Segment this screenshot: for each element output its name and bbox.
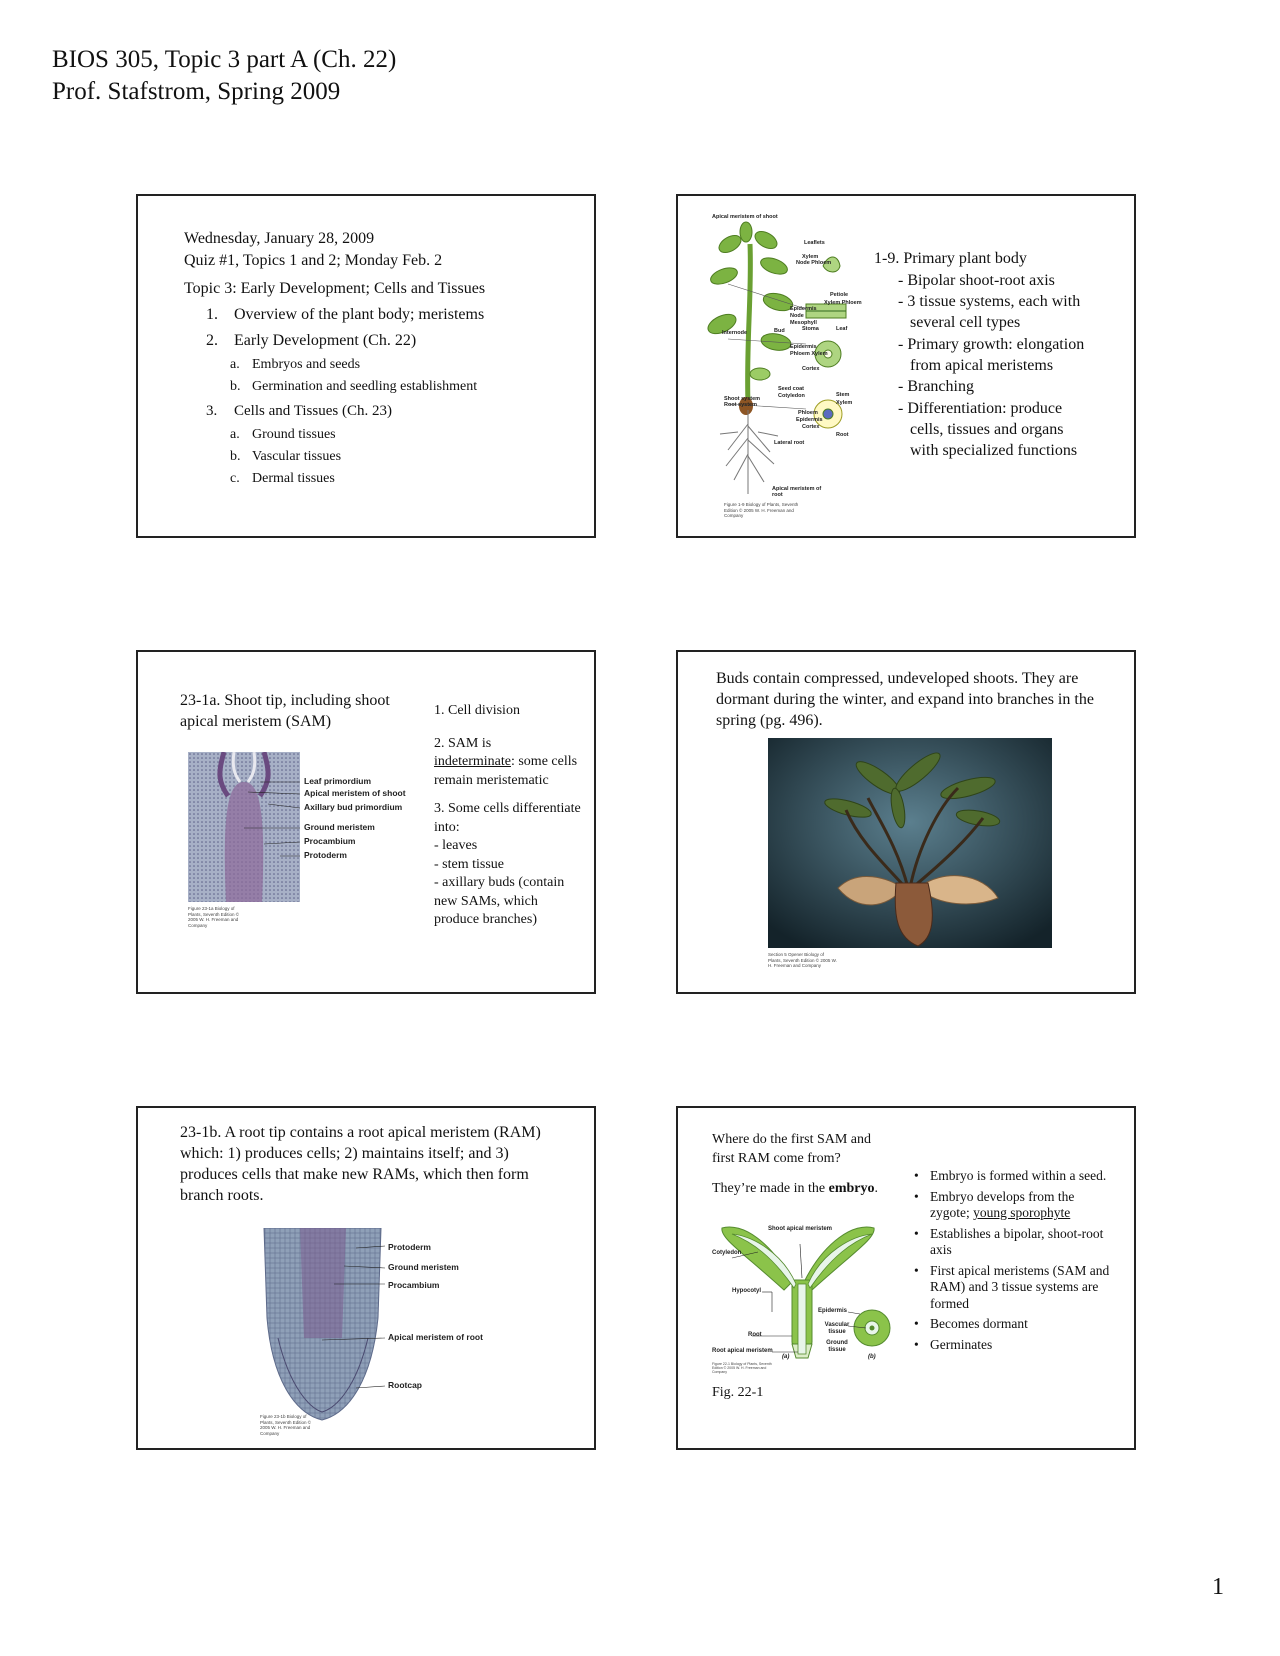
root-tip-micrograph [260,1228,385,1423]
bud-photo [768,738,1052,948]
fig-label: Epidermis [818,1308,848,1314]
bullet-item: • Becomes dormant [914,1316,1114,1333]
fig-label: Leaflets [804,240,825,246]
outline-item: 2. Early Development (Ch. 22) [206,332,417,349]
fig-label: Apical meristem of shoot [304,788,406,798]
figure-credit: Figure 23-1b Biology of Plants, Seventh Edition © 2005 W. H. Freeman and Company [260,1414,312,1436]
slide2-point: - Bipolar shoot-root axis [898,272,1055,289]
figure-credit: Figure 1-9 Biology of Plants, Seventh Edition © 2005 W. H. Freeman and Company [724,502,799,518]
slide2-point: with specialized functions [910,442,1078,459]
fig-label: Shoot apical meristem [768,1226,833,1232]
slide-6 [676,1106,1136,1450]
slide2-point: from apical meristems [910,357,1054,374]
fig-label: Xylem [802,254,819,260]
fig-label: Leaf primordium [304,776,372,786]
slide2-point: - Branching [898,378,974,395]
fig-label: Apical meristem of root [388,1332,483,1342]
slide6-answer: They’re made in the embryo. [712,1181,879,1196]
fig-label: Epidermis Phloem Xylem [790,344,828,357]
page-number: 1 [1212,1574,1224,1600]
fig-label: Shoot system [724,396,761,402]
slide-4 [676,650,1136,994]
fig-label: Procambium [304,836,356,846]
fig-label: Procambium [388,1280,440,1290]
fig-label: Cotyledon [778,393,805,399]
fig-label: Stem [836,392,850,398]
slide-2 [676,194,1136,538]
slide-3 [136,650,596,994]
bullet-item: • Germinates [914,1337,1114,1354]
fig-label: (b) [868,1354,876,1360]
fig-label: Root system [724,402,758,408]
fig-label: Protoderm [388,1242,431,1252]
slide6-question: Where do the first SAM and first RAM come from? [712,1132,872,1166]
plant-body-figure [688,214,873,514]
fig-label: Root apical meristem [712,1348,773,1354]
slide3-title: 23-1a. Shoot tip, including shoot apical meristem (SAM) [180,692,390,730]
fig-label: Rootcap [388,1380,422,1390]
fig-label: Xylem [836,400,853,406]
outline-subitem: b. Vascular tissues [230,449,342,464]
fig-label: Node [790,313,804,319]
fig-label: Mesophyll [790,320,817,326]
fig-label: Stoma [802,326,819,332]
fig-label: Root [748,1332,762,1338]
outline-item: 3. Cells and Tissues (Ch. 23) [206,403,392,419]
fig-label: Apical meristem of shoot [712,214,778,220]
fig-label: Petiole [830,292,849,298]
fig-label: Cotyledon [712,1250,742,1256]
fig-label: Xylem Phloem [824,300,862,306]
bullet-item: • First apical meristems (SAM and RAM) and 3 tissue systems are formed [914,1263,1114,1313]
fig-label: Vascular tissue [824,1322,850,1335]
outline-subitem: c. Dermal tissues [230,471,335,486]
figure-credit: Figure 23-1a Biology of Plants, Seventh Edition © 2005 W. H. Freeman and Company [188,906,240,928]
outline-subitem: a. Ground tissues [230,427,336,442]
fig-label: Ground meristem [388,1262,459,1272]
slide5-text: 23-1b. A root tip contains a root apical meristem (RAM) which: 1) produces cells; 2) maintains itself; and 3) produces cells that make new RAMs, which then form branch roots. [180,1124,541,1204]
figure-caption: Fig. 22-1 [712,1385,764,1400]
slide2-point: - Differentiation: produce [898,400,1063,417]
fig-label: Node Phloem [796,260,832,266]
fig-label: Cortex [802,424,820,430]
fig-label: Cortex [802,366,820,372]
outline-item: 1. Overview of the plant body; meristems [206,306,485,323]
fig-label: Hypocotyl [732,1288,762,1294]
outline-subitem: b. Germination and seedling establishment [230,379,478,394]
fig-label: Axillary bud primordium [304,802,403,812]
slide2-point: - Primary growth: elongation [898,336,1085,353]
slide2-point: cells, tissues and organs [910,421,1064,438]
bullet-item: • Establishes a bipolar, shoot-root axis [914,1226,1114,1259]
slide2-point: - 3 tissue systems, each with [898,293,1081,310]
slide-5 [136,1106,596,1450]
shoot-tip-micrograph [188,752,300,902]
slide1-date: Wednesday, January 28, 2009 [184,230,375,247]
slide1-quiz: Quiz #1, Topics 1 and 2; Monday Feb. 2 [184,252,443,269]
bullet-item: • Embryo is formed within a seed. [914,1168,1114,1185]
embryo-figure [712,1212,912,1360]
document-title: BIOS 305, Topic 3 part A (Ch. 22) [52,46,397,73]
bullet-item: • Embryo develops from the zygote; young sporophyte [914,1189,1114,1222]
fig-label: Epidermis [796,417,823,423]
fig-label: Leaf [836,326,848,332]
fig-label: Ground meristem [304,822,375,832]
fig-label: Internode [722,330,748,336]
slide2-title: 1-9. Primary plant body [874,250,1027,267]
fig-label: Protoderm [304,850,347,860]
outline-subitem: a. Embryos and seeds [230,357,361,372]
slide4-text: Buds contain compressed, undeveloped shoots. They are dormant during the winter, and expand into branches in the spring (pg. 496). [716,670,1094,729]
slide3-notes: 1. Cell division 2. SAM is indeterminate: some cells remain meristematic 3. Some cells differentiate into: - leaves - stem tissue - axillary buds (contain new SAMs, which produce branches) [434,703,581,927]
fig-label: Bud [774,328,785,334]
figure-credit: Figure 22-1 Biology of Plants, Seventh Edition © 2005 W. H. Freeman and Company [712,1362,772,1374]
fig-label: Root [836,432,849,438]
fig-label: Apical meristem of root [772,486,822,498]
fig-label: Lateral root [774,440,805,446]
slide6-bullets [914,1168,1114,1353]
figure-credit: Section 5 Opener Biology of Plants, Seventh Edition © 2005 W. H. Freeman and Company [768,952,837,968]
fig-label: Ground tissue [826,1340,848,1353]
slide2-point: several cell types [910,314,1021,331]
slide1-topic: Topic 3: Early Development; Cells and Tissues [184,280,486,297]
fig-label: Epidermis [790,306,817,312]
fig-label: Phloem [798,410,818,416]
fig-label: (a) [782,1354,790,1360]
fig-label: Seed coat [778,386,804,392]
slide-1 [136,194,596,538]
document-subtitle: Prof. Stafstrom, Spring 2009 [52,78,341,105]
